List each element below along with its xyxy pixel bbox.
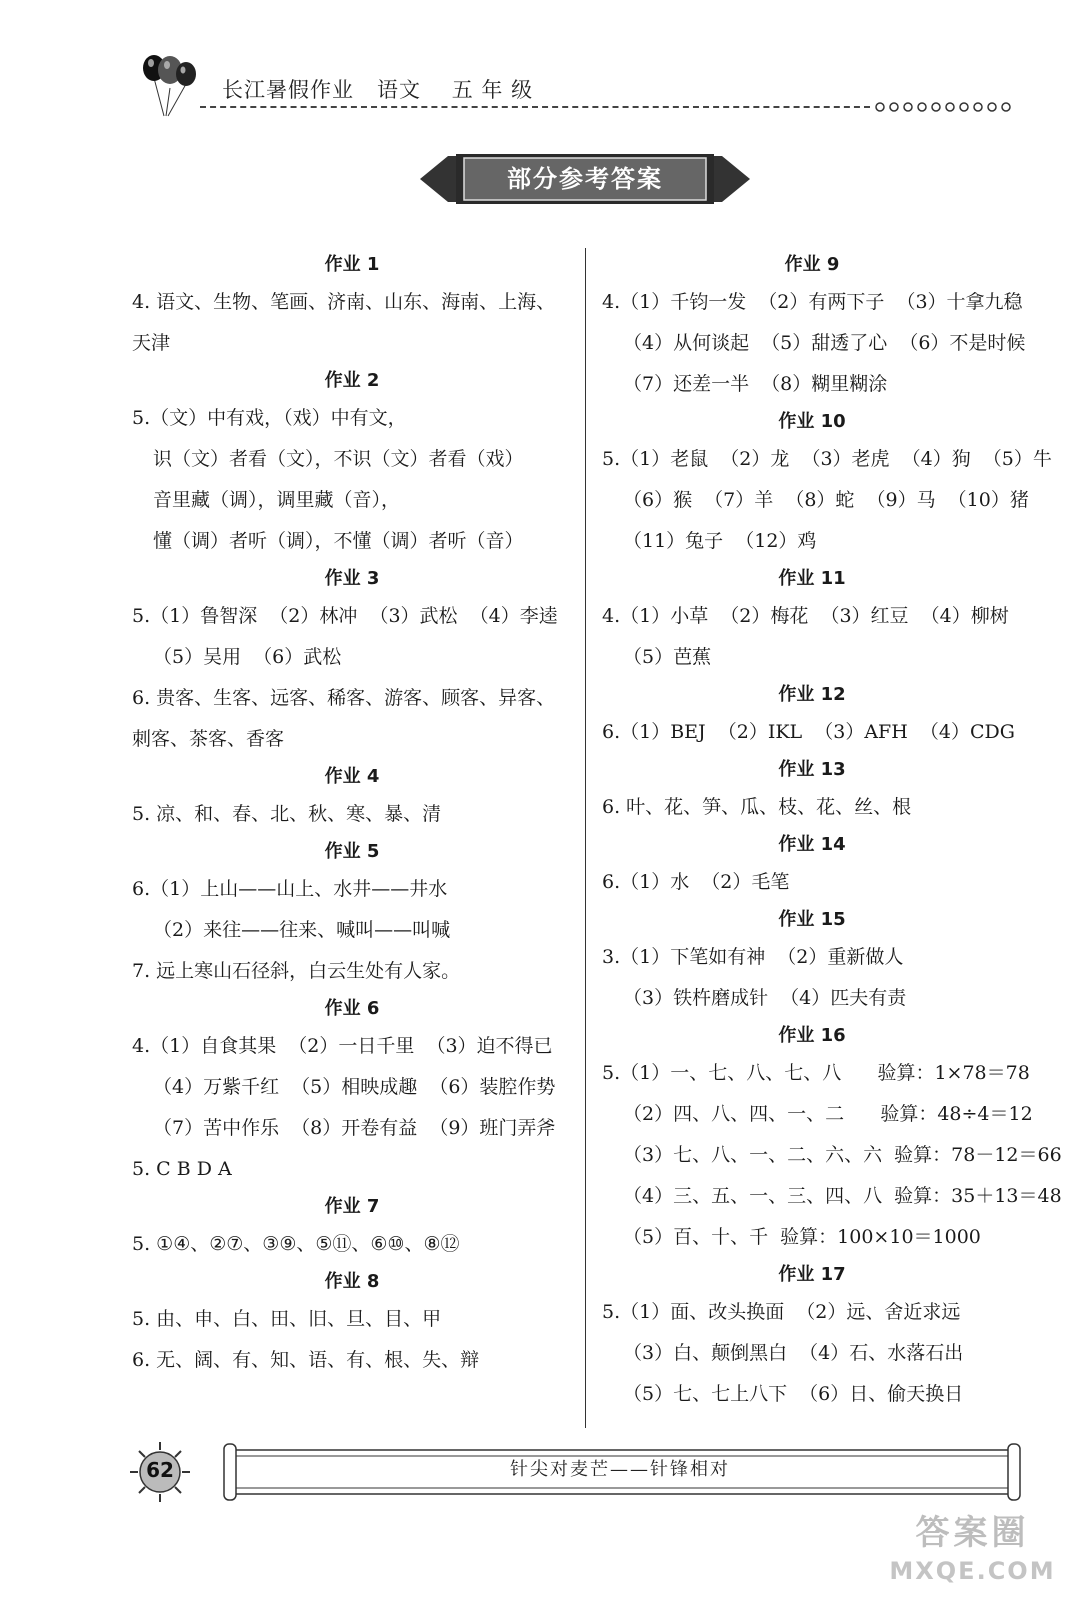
section-title: 作业 15 [778,909,846,930]
section-title: 作业 11 [778,568,846,589]
answer-line: 5.（1）面、改头换面 （2）远、舍近求远 [602,1301,961,1323]
section-title: 作业 13 [778,759,846,780]
answer-line: （2）来往——往来、喊叫——叫喊 [153,919,451,941]
header-title: 长江暑假作业 语文 五 年 级 [222,78,534,102]
answer-line: 5.（1）老鼠 （2）龙 （3）老虎 （4）狗 （5）牛 [602,448,1052,470]
answer-line: 7. 远上寒山石径斜，白云生处有人家。 [132,960,461,982]
answer-line: （4）三、五、一、三、四、八 验算：35＋13＝48 [623,1185,1062,1207]
footer-motto: 针尖对麦芒——针锋相对 [510,1459,730,1480]
answer-line: （4）万紫千红 （5）相映成趣 （6）装腔作势 [153,1076,556,1098]
answer-line: （3）铁杵磨成针 （4）匹夫有责 [623,987,907,1009]
section-title: 作业 17 [778,1264,846,1285]
section-title: 作业 8 [324,1271,380,1292]
answer-line: 3.（1）下笔如有神 （2）重新做人 [602,946,904,968]
answer-line: 懂（调）者听（调），不懂（调）者听（音） [153,530,524,552]
answer-line: （6）猴 （7）羊 （8）蛇 （9）马 （10）猪 [623,489,1029,511]
answer-line: 刺客、茶客、香客 [132,728,285,750]
answer-line: 6.（1）上山——山上、水井——井水 [132,878,448,900]
answer-line: 5. 凉、和、春、北、秋、寒、暴、清 [132,803,442,825]
answer-line: 天津 [132,332,171,354]
answer-line: 6.（1）BEJ （2）IKL （3）AFH （4）CDG [602,721,1015,743]
answer-line: 4.（1）自食其果 （2）一日千里 （3）迫不得已 [132,1035,553,1057]
section-title: 作业 7 [324,1196,380,1217]
answer-line: 5.（1）鲁智深 （2）林冲 （3）武松 （4）李逵 [132,605,558,627]
answer-line: （3）白、颠倒黑白 （4）石、水落石出 [623,1342,964,1364]
section-title: 作业 1 [324,254,380,275]
answer-line: 6. 叶、花、笋、瓜、枝、花、丝、根 [602,796,912,818]
answer-line: 4.（1）小草 （2）梅花 （3）红豆 （4）柳树 [602,605,1009,627]
answer-line: 5.（1）一、七、八、七、八 验算：1×78＝78 [602,1062,1030,1084]
section-title: 作业 14 [778,834,846,855]
answer-line: （4）从何谈起 （5）甜透了心 （6）不是时候 [623,332,1026,354]
watermark-url: MXQE.COM [889,1557,1056,1585]
section-title: 作业 10 [778,411,846,432]
page-number: 62 [146,1458,174,1482]
answer-line: 识（文）者看（文），不识（文）者看（戏） [153,448,524,470]
right-answer-column [602,248,1062,1415]
answer-line: 音里藏（调），调里藏（音）， [153,489,401,511]
section-title: 作业 3 [324,568,380,589]
answer-line: （7）苦中作乐 （8）开卷有益 （9）班门弄斧 [153,1117,556,1139]
answer-line: 5.（文）中有戏，（戏）中有文， [132,407,407,429]
answer-line: （11）兔子 （12）鸡 [623,530,817,552]
watermark-logo-text: 答案圈 [915,1513,1030,1553]
answer-line: 5. C B D A [132,1158,232,1180]
answer-line: 6. 贵客、生客、远客、稀客、游客、顾客、异客、 [132,687,556,709]
header-dots [874,100,1024,114]
answer-line: 5. 由、申、白、田、旧、旦、目、甲 [132,1308,442,1330]
answer-line: 6. 无、阔、有、知、语、有、根、失、辩 [132,1349,480,1371]
left-answer-column [132,248,572,1381]
answer-line: （2）四、八、四、一、二 验算：48÷4＝12 [623,1103,1033,1125]
site-watermark [880,1505,1065,1595]
answer-line: 4. 语文、生物、笔画、济南、山东、海南、上海、 [132,291,556,313]
section-title: 作业 5 [324,841,380,862]
header-dashed-rule [200,106,870,108]
answer-line: 4.（1）千钧一发 （2）有两下子 （3）十拿九稳 [602,291,1023,313]
banner-title: 部分参考答案 [507,165,663,193]
column-divider [585,248,586,1428]
answer-line: （3）七、八、一、二、六、六 验算：78－12＝66 [623,1144,1062,1166]
answer-line: （5）吴用 （6）武松 [153,646,342,668]
answer-line: （5）芭蕉 [623,646,712,668]
answer-line: 6.（1）水 （2）毛笔 [602,871,790,893]
section-title: 作业 6 [324,998,380,1019]
section-title: 作业 16 [778,1025,846,1046]
section-title: 作业 9 [784,254,840,275]
section-title: 作业 2 [324,370,380,391]
answer-line: （5）百、十、千 验算：100×10＝1000 [623,1226,981,1248]
answer-line: （5）七、七上八下 （6）日、偷天换日 [623,1383,964,1405]
page-header [0,0,1073,130]
answer-line: （7）还差一半 （8）糊里糊涂 [623,373,888,395]
balloons-icon [140,48,200,118]
section-title: 作业 12 [778,684,846,705]
section-title: 作业 4 [324,766,380,787]
answer-line: 5. ①④、②⑦、③⑨、⑤⑪、⑥⑩、⑧⑫ [132,1233,460,1255]
